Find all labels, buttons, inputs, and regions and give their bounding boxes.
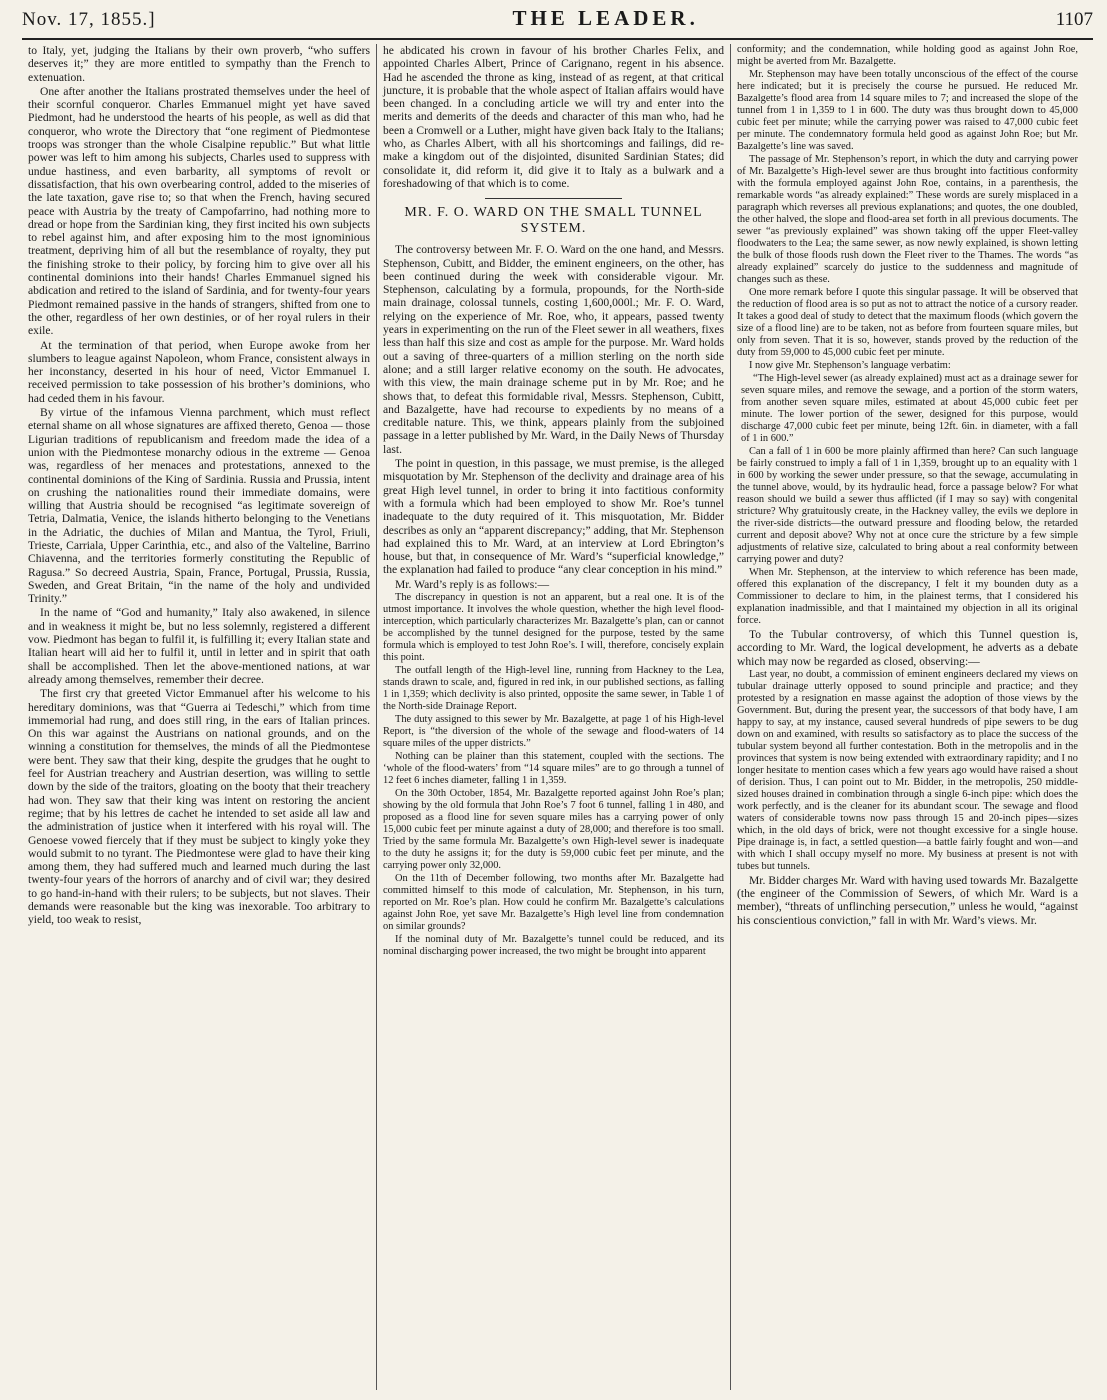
page-number: 1107 — [1055, 9, 1093, 30]
quoted-paragraph: The discrepancy in question is not an apparent, but a real one. It is of the utmost importance. It involves the whole question, whether the high level flood-interception, which particularly characterizes Mr. Bazalgette’s plan, can or cannot be accomplished by the tunnel designed for the purpose, tested by the same formula which is employed to test John Roe’s. I will, therefore, concisely explain this point. — [383, 591, 724, 663]
masthead — [22, 6, 1093, 40]
article-headline: MR. F. O. WARD ON THE SMALL TUNNEL SYSTEM. — [404, 205, 703, 237]
quoted-paragraph: The passage of Mr. Stephenson’s report, in which the duty and carrying power of Mr. Bazalgette’s High-level sewer are thus brought into factitious conformity with the formula employed against John Roe, contains, in a parenthesis, the remarkable words “as already explained:” These words are surely misplaced in a paragraph which reverses all previous explanations; and quotes, the one doubled, the other halved, the slope and flood-area set forth in all previous documents. The sewer “as previously explained” was shown taking off the upper Fleet-valley floodwaters to the Lea; the same sewer, as now newly explained, is shown letting the bulk of those floods rush down the Fleet river to the Thames. The words “as already explained” scarcely do justice to the suddenness and magnitude of changes such as these. — [737, 154, 1078, 285]
paragraph: he abdicated his crown in favour of his brother Charles Felix, and appointed Charles Albert, Prince of Carignano, regent in his absence. Had he ascended the throne as king, instead of as regent, at that critical juncture, it is probable that the whole aspect of Italian affairs would have been changed. In a concluding article we will try and enter into the merits and demerits of the deeds and character of this man who, had he been a Cromwell or a Luther, might have given back Italy to the Italians; who, as Charles Albert, with all his shortcomings and failings, did re-make a kingdom out of the disjointed, disunited Sardinian States; did consolidate it, did reform it, did give it to Italy as a bulwark and a foreshadowing of that which is to come. — [383, 44, 724, 190]
paragraph: At the termination of that period, when Europe awoke from her slumbers to league against Napoleon, whom France, consistent always in her inconstancy, deserted in his hour of need, Victor Emmanuel I. received permission to take possession of his brother’s dominions, who had ceded them in his favour. — [28, 338, 370, 405]
paragraph: Mr. Ward’s reply is as follows:— — [395, 577, 550, 591]
newspaper-title: THE LEADER. — [512, 6, 699, 30]
column-3 — [730, 44, 1084, 1390]
paragraph: The point in question, in this passage, we must premise, is the alleged misquotation by Mr. Stephenson of the declivity and drainage area of his great High level tunnel, in order to bring it into factitious conformity with a formula which had been employed to show Mr. Roe’s tunnel inadequate to the duty required of it. This misquotation, Mr. Bidder describes as only an “apparent discrepancy;” adding, that Mr. Stephenson had explained this to Mr. Ward, at an interview at Lord Ebrington’s house, but that, in consequence of Mr. Ward’s “superficial knowledge,” the explanation had failed to produce “any clear conception in his mind.” — [383, 457, 724, 577]
paragraph: To the Tubular controversy, of which this Tunnel question is, according to Mr. Ward, the logical development, he adverts as a debate which may now be regarded as closed, observing:— — [737, 628, 1078, 668]
quoted-paragraph: Nothing can be plainer than this statement, coupled with the sections. The ‘whole of the flood-waters’ from “14 square miles” are to go through a tunnel of 12 feet 6 inches diameter, falling 1 in 1,359. — [383, 750, 724, 786]
paragraph: The controversy between Mr. F. O. Ward on the one hand, and Messrs. Stephenson, Cubitt, and Bidder, the eminent engineers, on the other, has been continued during the week with considerable vigour. Mr. Stephenson, calculating by a formula, propounds, for the North-side main drainage, colossal tunnels, costing 1,600,000l.; Mr. F. O. Ward, relying on the experience of Mr. Roe, who, it appears, passed twenty years in experimenting on the run of the Fleet sewer in all weathers, fixes less than half this size and cost as ample for the purpose. Mr. Ward holds out a saving of three-quarters of a million sterling on the north side alone; and a still larger relative economy on the south. He advocates, with this view, the main drainage scheme put in by Mr. Roe; and he shows that, to defeat this formidable rival, Messrs. Stephenson, Cubitt, and Bazalgette, have had recourse to expedients by no means of a creditable nature. This, we think, appears plainly from the subjoined passage in a letter published by Mr. Ward, in the Daily News of Thursday last. — [383, 243, 724, 456]
column-1 — [22, 44, 376, 1390]
verbatim-quote: “The High-level sewer (as already explained) must act as a drainage sewer for seven square miles, and remove the sewage, and a portion of the storm waters, from another seven square miles, estimated at about 45,000 cubic feet per minute. The lower portion of the sewer, designed for this purpose, would discharge 47,000 cubic feet per minute, being 12ft. 6in. in diameter, with a fall of 1 in 600.” — [741, 373, 1078, 444]
quoted-paragraph: Can a fall of 1 in 600 be more plainly affirmed than here? Can such language be fairly construed to imply a fall of 1 in 1,359, brought up to an equality with 1 in 600 by working the sewer under pressure, so that the sewage, accumulating in the tunnel above, would, by its hydraulic head, force a passage below? For what reason should we build a sewer thus afflicted (if I may so say) with congenital stricture? Why gratuitously create, in the Hackney valley, the evils we deplore in the river-side districts—the outward pressure and flooding below, the retarded current and deposit above? Why not at once cure the stricture by a few simple adjustments of relative size, calculated to bring about a real conformity between carrying power and duty? — [737, 446, 1078, 565]
quoted-paragraph: The outfall length of the High-level line, running from Hackney to the Lea, stands drawn to scale, and, figured in red ink, in our published sections, as falling 1 in 1,359; which declivity is also printed, opposite the same sewer, in Table 1 of the North-side Drainage Report. — [383, 664, 724, 712]
column-2 — [376, 44, 730, 1390]
quoted-paragraph: The duty assigned to this sewer by Mr. Bazalgette, at page 1 of his High-level Report, is “the diversion of the whole of the sewage and flood-waters of 14 square miles of the upper districts.” — [383, 713, 724, 749]
quoted-paragraph: If the nominal duty of Mr. Bazalgette’s tunnel could be reduced, and its nominal discharging power increased, the two might be brought into apparent — [383, 933, 724, 957]
paragraph: to Italy, yet, judging the Italians by their own proverb, “who suffers deserves it;” they are more entitled to sympathy than the French to extenuation. — [28, 44, 370, 84]
paragraph: In the name of “God and humanity,” Italy also awakened, in silence and in weakness it might be, but no less solemnly, registered a different vow. Piedmont has began to fulfil it, is fulfilling it; every Italian state and Italian heart will aid her to fulfil it, until in letter and in spirit that oath shall be accomplished. Then let the above-mentioned nations, at war already among themselves, remember their decree. — [28, 606, 370, 686]
quoted-paragraph: On the 11th of December following, two months after Mr. Bazalgette had committed himself to this mode of calculation, Mr. Stephenson, in his turn, reported on Mr. Roe’s plan. How could he confirm Mr. Bazalgette’s calculations against John Roe, yet save Mr. Bazalgette’s High level line from condemnation on similar grounds? — [383, 872, 724, 932]
paragraph: One after another the Italians prostrated themselves under the heel of their scornful conqueror. Charles Emmanuel might yet have saved Piedmont, had he understood the hearts of his people, as well as did that conqueror, who wrote the Directory that “one regiment of Piedmontese troops was stronger than the whole Cisalpine republic.” But what little power was left to him among his subjects, Charles used to suppress with undue hastiness, and even barbarity, all symptoms of revolt or dissatisfaction, that his own overbearing control, added to the miseries of the late taxation, gave rise to; so that when the French, having secured peace with Austria by the treaty of Campofarrino, had nothing more to dread or hope from the Sardinian king, they first incited his own subjects to rebel against him, and after exposing him to the most ignominious treatment, depriving him of all but the resemblance of royalty, they put the finishing stroke to their policy, by forcing him to give over all his continental dominions into their hands! Charles Emmanuel signed his abdication and retired to the island of Sardinia, and for twenty-four years Piedmont remained passive in the hands of strangers, shifted from one to the other, regardless of her own destinies, or of her royal rulers in their exile. — [28, 84, 370, 338]
quoted-paragraph: Mr. Stephenson may have been totally unconscious of the effect of the course here indicated; but it is precisely the course he pursued. He reduced Mr. Bazalgette’s flood area from 14 square miles to 7; and increased the slope of the tunnel from 1 in 1,359 to 1 in 600. The duty was thus brought down to 45,000 cubic feet per minute; while the carrying power was raised to 47,000 cubic feet per minute. The condemnatory formula held good as against John Roe; but Mr. Bazalgette’s line was saved. — [737, 69, 1078, 152]
section-divider — [485, 198, 621, 199]
quoted-paragraph: When Mr. Stephenson, at the interview to which reference has been made, offered this explanation of the discrepancy, I felt it my bounden duty as a Commissioner to declare to him, in the plainest terms, that I considered his explanation inadmissible, and that I maintained my objection in all its original force. — [737, 567, 1078, 626]
quoted-paragraph: On the 30th October, 1854, Mr. Bazalgette reported against John Roe’s plan; showing by the old formula that John Roe’s 7 foot 6 tunnel, falling 1 in 480, and proposed as a flood line for seven square miles has a carrying power of only 15,000 cubic feet per minute against a duty of 28,000; and therefore is too small. Tried by the same formula Mr. Bazalgette’s own High-level sewer is inadequate to the duty he assigns it; for the duty is 59,000 cubic feet per minute, and the carrying power only 32,000. — [383, 787, 724, 871]
quoted-paragraph: Last year, no doubt, a commission of eminent engineers declared my views on tubular drainage utterly opposed to sound principle and practice; and they protested by a resignation en masse against the adoption of those views by the Government. But, during the present year, the successors of that body have, I am happy to say, at my instance, caused several hundreds of pipe sewers to be dug down on and examined, with results so satisfactory as to place the success of the tubular system beyond all further contestation. Both in the metropolis and in the provinces that system is now being extended with extraordinary rapidity; and I no longer hesitate to mention cases which a few years ago would have raised a shout of derision. Thus, I can point out to Mr. Bidder, in the metropolis, 250 middle-sized houses drained in combination through a single 6-inch pipe: which does the work perfectly, and is the cleaner for its abundant scour. The sewage and flood waters of considerable towns now pass through 15 and 20-inch pipes—sizes which, in the old days of brick, were not thought excessive for a single house. Pipe drainage is, in fact, a settled question—a battle fairly fought and won—and with which I shall occupy myself no more. My business at present is not with tubes but tunnels. — [737, 668, 1078, 872]
paragraph: The first cry that greeted Victor Emmanuel after his welcome to his hereditary dominions, was that “Guerra ai Tedeschi,” which from time immemorial had rung, and does still ring, in the ears of Italian princes. On this war against the Austrians on national grounds, and on the winning a constitution for themselves, the minds of all the Piedmontese were bent. They saw that their king, despite the grudges that he ought to feel for Austrian treachery and Austrian desertion, was willing to settle down by the side of the traitors, gloating on the booty that their treachery had won. They saw that their king was intent on restoring the ancient regime; that by his lettres de cachet he intended to set aside all law and the administration of justice when it interfered with his royal will. The Genoese vowed fiercely that if they must be subject to kingly yoke they would submit to no tyrant. The Piedmontese were glad to have their king among them, they had suffered much and learned much during the last twenty-four years of the horrors of anarchy and of civil war; they desired to go hand-in-hand with their rulers; to be subjects, but not slaves. Their demands were reasonable but the king was inexorable. Too arbitrary to yield, too weak to resist, — [28, 687, 370, 927]
paragraph: Mr. Bidder charges Mr. Ward with having used towards Mr. Bazalgette (the engineer of the Commission of Sewers, of which Mr. Ward is a member), “threats of unflinching persecution,” unless he would, “against his conscientious conviction,” fall in with Mr. Ward’s views. Mr. — [737, 873, 1078, 927]
quoted-paragraph: conformity; and the condemnation, while holding good as against John Roe, might be averted from Mr. Bazalgette. — [737, 44, 1078, 67]
quoted-paragraph: I now give Mr. Stephenson’s language verbatim: — [749, 360, 951, 371]
paragraph: By virtue of the infamous Vienna parchment, which must reflect eternal shame on all whose signatures are affixed thereto, Genoa — those Ligurian traditions of republicanism and freedom made the idea of a union with the Piedmontese monarchy odious in the extreme — Genoa was, regardless of her menaces and protestations, annexed to the continental dominions of the King of Sardinia. Russia and Prussia, intent on crushing the nationalities round their immediate domains, were willing that Austria should be recognised “as legitimate sovereign of Tetria, Dalmatia, Venice, the islands hitherto belonging to the Venetians in the Adriatic, the duchies of Milan and Mantua, the Tyrol, Friuli, Trieste, Carriala, Upper Carinthia, etc., and also of the Valteline, Barrino Chiavenna, and the territories formerly constituting the Republic of Ragusa.” So decreed Austria, Spain, France, Portugal, Prussia, Russia, Sweden, and Great Britain, “in the name of the holy and undivided Trinity.” — [28, 406, 370, 606]
quoted-paragraph: One more remark before I quote this singular passage. It will be observed that the reduction of flood area is so put as not to attract the notice of a cursory reader. It takes a good deal of study to detect that the maximum floods (which govern the size of a flood line) are to be taken, not as before from fourteen square miles, but only from seven. That it is so, however, stands proved by the reduction of the duty from 59,000 to 45,000 cubic feet per minute. — [737, 287, 1078, 358]
text-columns — [22, 44, 1093, 1390]
issue-date: Nov. 17, 1855.] — [22, 9, 156, 30]
